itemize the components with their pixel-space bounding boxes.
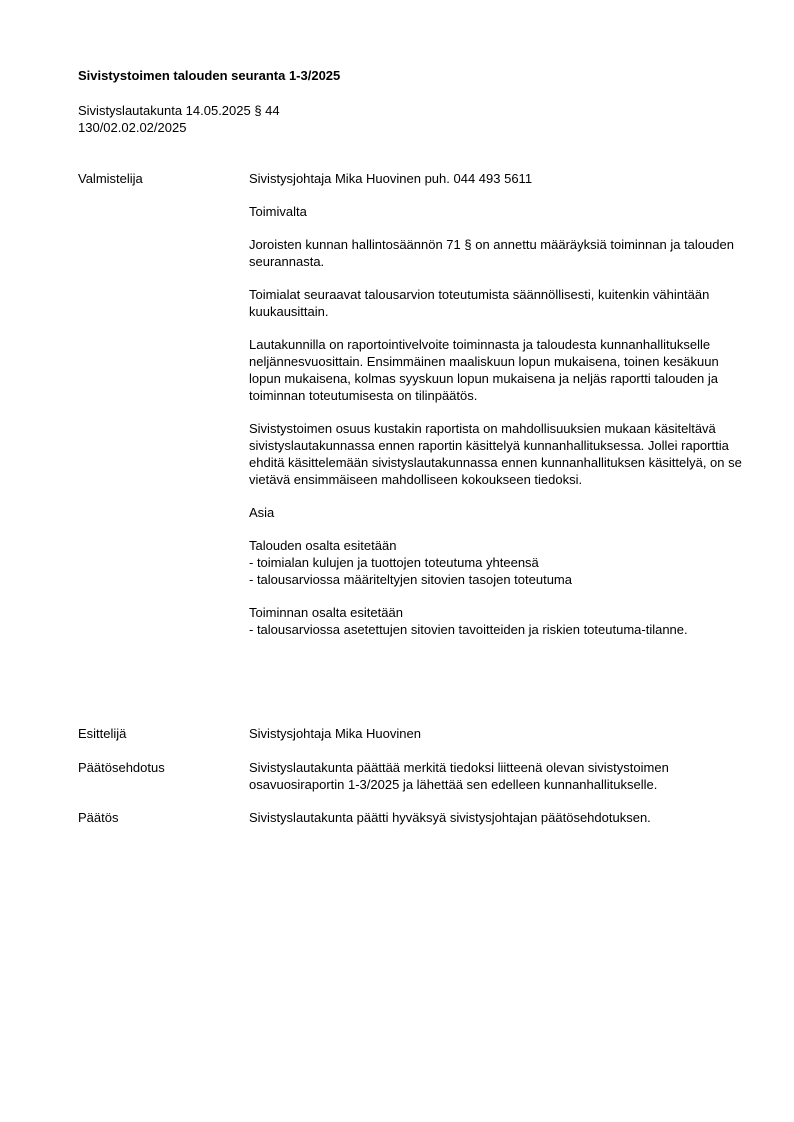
content-paatosehdotus: Sivistyslautakunta päättää merkitä tiedoksi liitteenä olevan sivistystoimen osavuosiraportin 1-3/2025 ja lähettää sen edelleen kunnanhallitukselle. (249, 760, 669, 792)
paragraph-seuranta: Toimialat seuraavat talousarvion toteutumista säännöllisesti, kuitenkin vähintään kuukausittain. (249, 287, 710, 319)
heading-asia: Asia (249, 505, 275, 520)
record-number: 130/02.02.02/2025 (78, 120, 187, 135)
label-paatos: Päätös (78, 810, 119, 825)
preparer-line: Sivistysjohtaja Mika Huovinen puh. 044 493 5611 (249, 171, 533, 186)
content-esittelija: Sivistysjohtaja Mika Huovinen (249, 726, 421, 741)
toiminta-list (249, 604, 744, 638)
label-valmistelija: Valmistelija (78, 171, 143, 186)
paragraph-raportointi: Lautakunnilla on raportointivelvoite toiminnasta ja taloudesta kunnanhallitukselle neljännesvuosittain. Ensimmäinen maaliskuun lopun mukaisena, toinen kesäkuun lopun mukaisena, kolmas syyskuun lopun mukaisena ja neljäs raportti talouden ja toiminnan toteutumisesta on tilinpäätös. (249, 337, 719, 403)
talous-intro: Talouden osalta esitetään (249, 538, 397, 553)
talous-item: - talousarviossa määriteltyjen sitovien tasojen toteutuma (249, 572, 572, 587)
talous-list (249, 537, 744, 588)
label-esittelija: Esittelijä (78, 726, 127, 741)
label-paatosehdotus: Päätösehdotus (78, 760, 165, 775)
toiminta-item: - talousarviossa asetettujen sitovien tavoitteiden ja riskien toteutuma-tilanne. (249, 622, 688, 637)
heading-toimivalta: Toimivalta (249, 204, 307, 219)
meeting-line: Sivistyslautakunta 14.05.2025 § 44 (78, 103, 280, 118)
content-valmistelija (249, 170, 744, 638)
paragraph-kasittely: Sivistystoimen osuus kustakin raportista on mahdollisuuksien mukaan käsiteltävä sivistyslautakunnassa ennen raportin käsittelyä kunnanhallituksessa. Jollei raporttia ehditä käsittelemään sivistyslautakunnassa ennen kunnanhallituksen käsittelyä, on se vietävä ensimmäiseen mahdolliseen kokoukseen tiedoksi. (249, 421, 742, 487)
content-paatos: Sivistyslautakunta päätti hyväksyä sivistysjohtajan päätösehdotuksen. (249, 810, 651, 825)
talous-item: - toimialan kulujen ja tuottojen toteutuma yhteensä (249, 555, 539, 570)
paragraph-hallintosaanto: Joroisten kunnan hallintosäännön 71 § on annettu määräyksiä toiminnan ja talouden seurannasta. (249, 237, 734, 269)
document-title: Sivistystoimen talouden seuranta 1-3/2025 (78, 68, 341, 83)
meeting-reference (78, 102, 280, 136)
toiminta-intro: Toiminnan osalta esitetään (249, 605, 403, 620)
